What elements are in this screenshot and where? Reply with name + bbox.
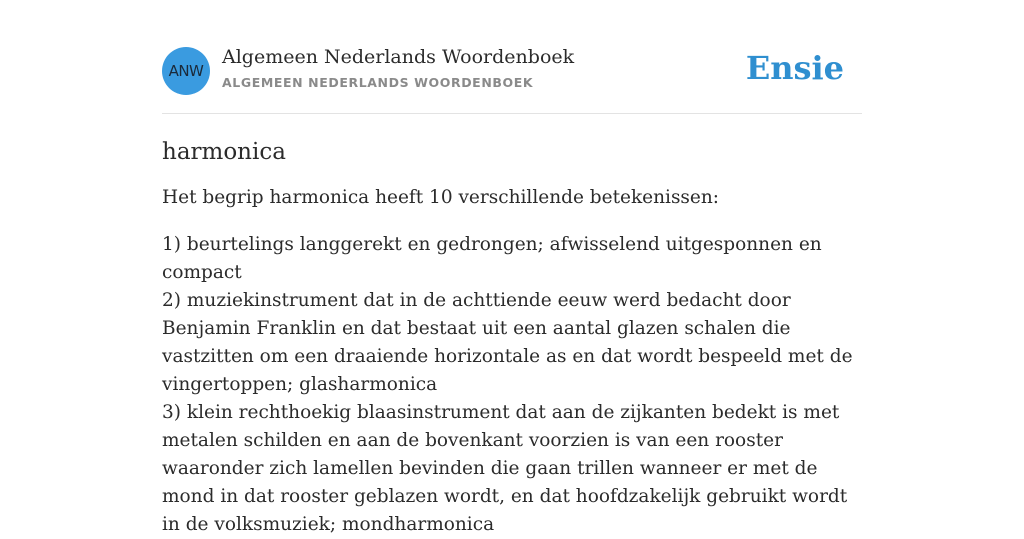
source-subtitle: ALGEMEEN NEDERLANDS WOORDENBOEK	[222, 75, 534, 90]
entry-content	[162, 134, 862, 539]
brand-logo-link[interactable]: Ensie	[745, 49, 844, 87]
header-divider	[162, 113, 862, 114]
meaning-item: 3) klein rechthoekig blaasinstrument dat aan de zijkanten bedekt is met metalen schilden en aan de bovenkant voorzien is van een rooster waaronder zich lamellen bevinden die gaan trillen wanneer er met de mond in dat rooster geblazen wordt, en dat hoofdzakelijk gebruikt wordt in de volksmuziek; mondharmonica	[162, 402, 848, 535]
meaning-item: 2) muziekinstrument dat in de achttiende eeuw werd bedacht door Benjamin Franklin en dat bestaat uit een aantal glazen schalen die vastzitten om een draaiende horizontale as en dat wordt bespeeld met de vingertoppen; glasharmonica	[162, 290, 853, 395]
meanings-list	[162, 231, 862, 539]
meaning-item: 1) beurtelings langgerekt en gedrongen; afwisselend uitgesponnen en compact	[162, 234, 822, 283]
source-title[interactable]: Algemeen Nederlands Woordenboek	[222, 46, 575, 68]
entry-intro: Het begrip harmonica heeft 10 verschillende betekenissen:	[162, 187, 720, 208]
entry-word: harmonica	[162, 139, 286, 165]
source-header	[162, 46, 862, 96]
source-logo[interactable]: ANW	[162, 47, 210, 95]
